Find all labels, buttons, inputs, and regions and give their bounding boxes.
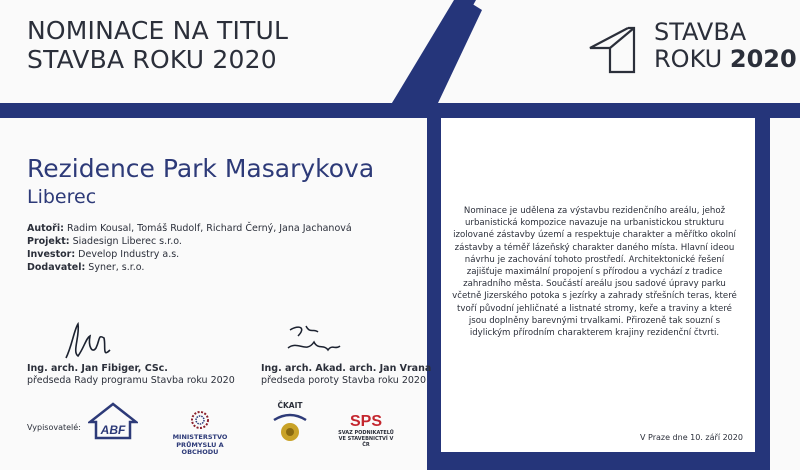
credit-label: Dodavatel: bbox=[27, 262, 86, 273]
abf-house-icon bbox=[88, 402, 138, 440]
credit-value: Syner, s.r.o. bbox=[85, 262, 145, 273]
band-right bbox=[410, 103, 800, 118]
ministry-line-2: PRŮMYSLU A OBCHODU bbox=[176, 440, 224, 456]
stavba-roku-logo-text bbox=[654, 19, 797, 73]
signatory-2-name bbox=[261, 363, 431, 375]
credit-label: Projekt: bbox=[27, 236, 70, 247]
credit-authors bbox=[27, 222, 352, 235]
abf-logo bbox=[88, 402, 138, 444]
publishers-label: Vypisovatelé: bbox=[27, 423, 81, 432]
signatory-1-name bbox=[27, 363, 235, 375]
ckait-logo bbox=[270, 402, 310, 448]
logo-line-2 bbox=[654, 46, 797, 73]
credit-project bbox=[27, 235, 352, 248]
credit-label: Autoři: bbox=[27, 223, 64, 234]
nomination-line-1: NOMINACE NA TITUL bbox=[27, 16, 289, 45]
credit-value: Develop Industry a.s. bbox=[75, 249, 180, 260]
logo-word: ROKU bbox=[654, 45, 723, 73]
ministry-line-1: MINISTERSTVO bbox=[172, 433, 228, 441]
credit-value: Siadesign Liberec s.r.o. bbox=[69, 236, 182, 247]
credit-value: Radim Kousal, Tomáš Rudolf, Richard Černý, Jana Jachanová bbox=[63, 223, 352, 234]
signature-vrana bbox=[284, 320, 344, 360]
issue-date: V Praze dne 10. září 2020 bbox=[640, 433, 743, 442]
ckait-emblem-icon bbox=[270, 410, 310, 444]
stavba-roku-logo-icon bbox=[588, 26, 640, 74]
sps-logo bbox=[336, 414, 396, 448]
band-left bbox=[0, 103, 392, 118]
signatory-1-role: předseda Rady programu Stavba roku 2020 bbox=[27, 375, 235, 386]
signatory-2 bbox=[261, 363, 431, 387]
logo-line-1: STAVBA bbox=[654, 18, 747, 46]
ckait-text: ČKAIT bbox=[277, 401, 303, 410]
abf-text: ABF bbox=[100, 423, 126, 437]
logo-year: 2020 bbox=[729, 45, 797, 73]
sps-text: SPS bbox=[349, 413, 382, 430]
box-left-edge bbox=[427, 118, 441, 470]
signatory-2-name-text: Ing. arch. Akad. arch. Jan Vrana bbox=[261, 363, 432, 374]
ministry-globe-icon bbox=[188, 410, 212, 430]
credit-contractor bbox=[27, 261, 352, 274]
box-bottom-edge bbox=[427, 452, 770, 470]
credit-label: Investor: bbox=[27, 249, 76, 260]
ministry-logo bbox=[160, 410, 240, 457]
sps-sub-1: SVAZ PODNIKATELŮ bbox=[338, 430, 394, 436]
project-title: Rezidence Park Masarykova bbox=[27, 154, 375, 183]
nomination-title bbox=[27, 16, 288, 74]
box-right-edge bbox=[755, 118, 770, 470]
signatory-1-name-text: Ing. arch. Jan Fibiger, CSc. bbox=[27, 363, 168, 374]
nomination-description: Nominace je udělena za výstavbu rezidenčního areálu, jehož urbanistická kompozice navazuje na urbanistickou strukturu izolované zástavby území a respektuje charakter a měřítko okolní zástavby a téměř lázeňský charakter daného místa. Hlavní ideou návrhu je zachování tohoto prostředí. Architektonické řešení zajišťuje maximální propojení s přírodou a vychází z tradice zahradního města. Součástí areálu jsou sadové úpravy parku včetně Jizerského potoka s jezírky a zahrady střešních teras, které tvoří původní jehličnaté a listnaté stromy, keře a traviny a které jsou doplněny barevnými trvalkami. Přirozeně tak souzní s idylickým přírodním charakterem krajiny rezidenční čtvrti. bbox=[452, 206, 737, 339]
credits-list bbox=[27, 222, 352, 274]
sps-sub-2: VE STAVEBNICTVÍ V ČR bbox=[338, 436, 394, 448]
project-city: Liberec bbox=[27, 186, 97, 208]
nomination-line-2: STAVBA ROKU 2020 bbox=[27, 45, 277, 74]
signature-fibiger bbox=[58, 318, 118, 366]
signatory-2-role: předseda poroty Stavba roku 2020 bbox=[261, 375, 426, 386]
signatory-1 bbox=[27, 363, 235, 387]
credit-investor bbox=[27, 248, 352, 261]
